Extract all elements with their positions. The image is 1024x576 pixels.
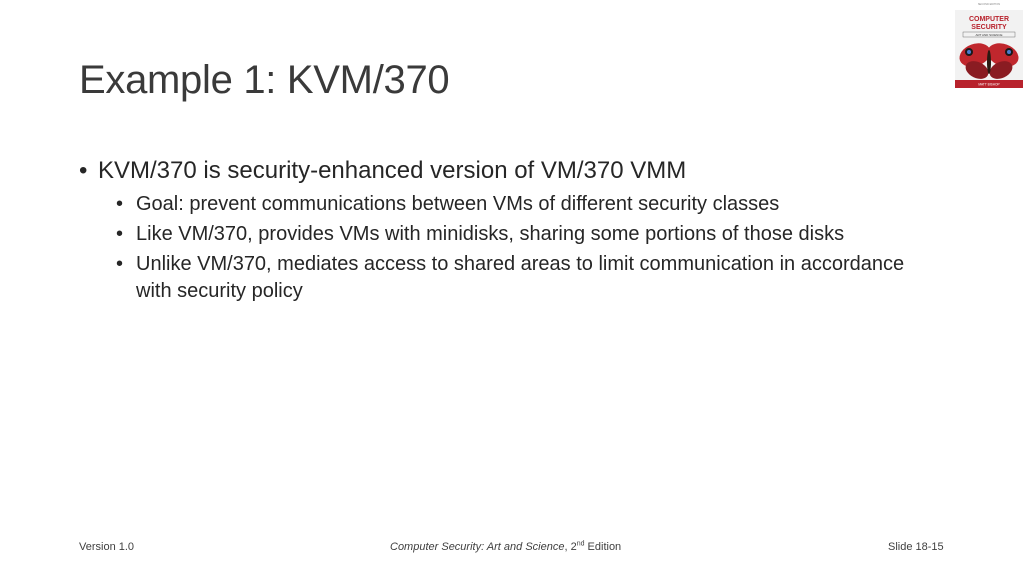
- cover-author: MATT BISHOP: [978, 82, 1000, 87]
- cover-title-line2: SECURITY: [971, 24, 1007, 31]
- sub-bullet-text: Goal: prevent communications between VMs of different security classes: [136, 193, 780, 215]
- slide-content: [79, 154, 939, 305]
- main-bullet: [79, 154, 939, 188]
- footer-edition-prefix: , 2: [564, 541, 577, 553]
- bullet-glyph: •: [116, 253, 124, 275]
- sub-bullet-item: [116, 191, 916, 218]
- footer-version: Version 1.0: [79, 541, 135, 553]
- bullet-glyph: •: [79, 157, 88, 184]
- sub-bullet-text: Like VM/370, provides VMs with minidisks, sharing some portions of those disks: [136, 223, 845, 245]
- footer-slide-number: Slide 18-15: [888, 541, 944, 553]
- sub-bullet-item: [116, 221, 916, 248]
- slide-title: Example 1: KVM/370: [79, 58, 450, 102]
- bullet-glyph: •: [116, 193, 124, 215]
- book-cover-image: [955, 0, 1023, 88]
- cover-title-line1: COMPUTER: [968, 16, 1010, 23]
- cover-edition-text: SECOND EDITION: [977, 3, 1001, 6]
- footer-edition-sup: nd: [576, 540, 585, 548]
- bullet-glyph: •: [116, 223, 124, 245]
- footer-book-name: Computer Security: Art and Science: [390, 541, 565, 553]
- footer-book-title: [390, 541, 621, 553]
- sub-bullet-list: [79, 191, 939, 305]
- sub-bullet-item: [116, 251, 916, 305]
- sub-bullet-text: Unlike VM/370, mediates access to shared areas to limit communication in accordance with security policy: [136, 253, 905, 302]
- footer-edition-suffix: Edition: [584, 541, 622, 553]
- main-bullet-text: KVM/370 is security-enhanced version of VM/370 VMM: [98, 157, 687, 184]
- cover-subtitle: ART AND SCIENCE: [975, 32, 1003, 37]
